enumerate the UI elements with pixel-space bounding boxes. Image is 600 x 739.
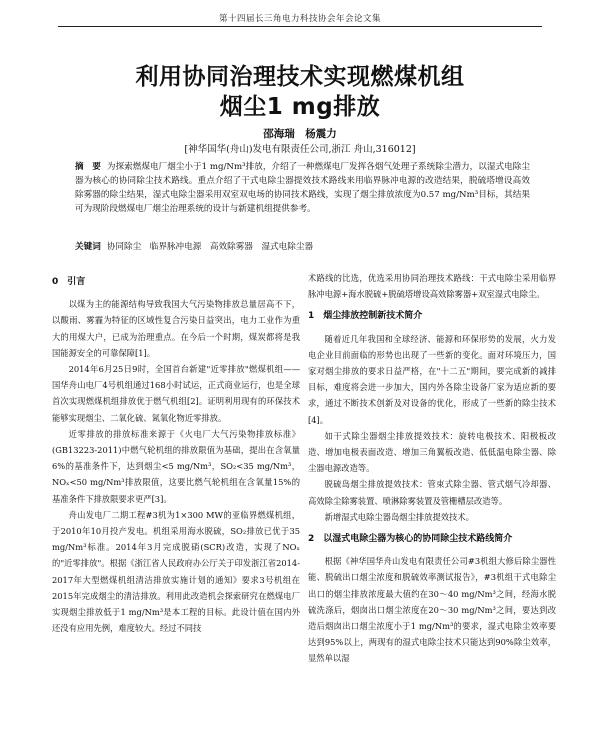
paragraph: 如干式除尘器烟尘排放提效技术：旋转电极技术、阳极板改造、增加电极表面改造、增加三角翼板改造、低低温电除尘器、除尘器电源改造等。 xyxy=(308,430,556,474)
paragraph: 舟山发电厂二期工程#3机为1×300 MW的亚临界燃煤机组，于2010年10月投产发电。机组采用海水脱硫，SO₂排放已优于35 mg/Nm³标准。2014年3月完成脱硝(SCR)改造，实现了NOₓ的"近零排放"。根据《浙江省人民政府办公厅关于印发浙江省2014-2017年大型燃煤机组清洁排放实施计划的通知》要求3号机组在2015年完成烟尘的清洁排放。利用此改造机会探索研究在燃煤电厂实现烟尘排放低于1 mg/Nm³是本工程的目标。此设计值在国内外还没有应用先例，难度较大。经过不同技 xyxy=(52,509,300,634)
abstract xyxy=(75,160,530,216)
keywords-text: 协同除尘 临界脉冲电源 高效除雾器 湿式电除尘器 xyxy=(106,242,314,252)
paragraph: 脱硫岛烟尘排放提效技术：管束式除尘器、管式烟气冷却器、高效除尘除雾装置、喷淋除雾装置及管栅槽层改造等。 xyxy=(308,479,556,506)
paragraph: 根据《神华国华舟山发电有限责任公司#3机组大修后除尘器性能、脱硫出口烟尘浓度和脱硫效率测试报告》，#3机组干式电除尘出口的烟尘排放浓度最大值约在30～40 mg/Nm³之间，经海水脱硫洗涤后，烟囱出口烟尘浓度在20～30 mg/Nm³之间，要达到改造后烟囱出口烟尘浓度小于1 mg/Nm³的要求，湿式电除尘效率要达到95%以上，两现有的湿式电除尘技术只能达到90%除尘效率，显然单以湿 xyxy=(308,556,556,664)
authors: 邵海瑞 杨震力 xyxy=(263,128,337,140)
paragraph: 以煤为主的能源结构导致我国大气污染物排放总量居高不下，以酸雨、雾霾为特征的区域性复合污染日益突出，电力工业作为重大的用煤大户，已成为治理重点。在今后一个时期，煤炭都将是我国能源安全的可靠保障[1]。 xyxy=(52,299,300,358)
section-heading-2: 2 以湿式电除尘器为核心的协同除尘技术路线简介 xyxy=(308,534,513,545)
abstract-text: 为探索燃煤电厂烟尘小于1 mg/Nm³排放，介绍了一种燃煤电厂发挥各烟气处理子系统除尘潜力，以湿式电除尘器为核心的协同除尘技术路线。重点介绍了干式电除尘器提效技术路线来用临界脉冲电源的改造结果，脱硫塔增设高效除雾器的除尘结果，湿式电除尘器采用双室双电场的协同技术路线，实现了烟尘排放浓度为0.57 mg/Nm³目标，其结果可为现阶段燃煤电厂烟尘治理系统的设计与新建机组提供参考。 xyxy=(75,162,530,214)
right-column xyxy=(308,270,556,735)
section-heading-1: 1 烟尘排放控制新技术简介 xyxy=(308,311,423,322)
paragraph: 随着近几年我国和全球经济、能源和环保形势的发展，火力发电企业目前面临的形势也出现了一些新的变化。面对环境压力，国家对烟尘排放的要求日益严格，在"十二五"期间，要完成新的减排目标，难度将会进一步加大，国内外各除尘设备厂家为适应新的要求，通过不断技术创新及对设备的优化，形成了一些新的除尘技术[4]。 xyxy=(308,333,556,425)
abstract-label: 摘 要 xyxy=(75,162,101,172)
header-rule xyxy=(58,26,542,27)
left-column xyxy=(52,270,300,735)
section-heading-intro: 0 引言 xyxy=(52,277,86,287)
paragraph: 新增湿式电除尘器岛烟尘排放提效技术。 xyxy=(324,511,474,522)
paper-title-line2: 烟尘1 mg排放 xyxy=(219,94,381,120)
paper-title-line1: 利用协同治理技术实现燃煤机组 xyxy=(135,64,465,90)
paragraph: 2014年6月25日9时，全国首台新建"近零排放"燃煤机组——国华舟山电厂4号机组通过168小时试运，正式商业运行，也是全球首次实现燃煤机组排放优于燃气机组[2]。证明利用现有的环保技术能够实现烟尘、二氧化硫、氮氧化物近零排放。 xyxy=(52,364,300,423)
paragraph: 近零排放的排放标准来源于《火电厂大气污染物排放标准》(GB13223-2011)中燃气轮机组的排放限值为基础，提出在含氧量6%的基准条件下，达到烟尘<5 mg/Nm³，SO₂<35 mg/Nm³，NOₓ<50 mg/Nm³排放限值，这要比燃气轮机组在含氧量15%的基准条件下排放限要求更严[3]。 xyxy=(52,428,300,504)
running-header: 第十四届长三角电力科技协会年会论文集 xyxy=(218,14,381,24)
paragraph-continued: 术路线的比选，优选采用协同治理技术路线：干式电除尘采用临界脉冲电源+海水脱硫+脱硫塔增设高效除雾器+双室湿式电除尘。 xyxy=(308,273,556,300)
keywords xyxy=(75,240,530,254)
affiliation: [神华国华(舟山)发电有限责任公司,浙江 舟山,316012] xyxy=(184,144,416,155)
keywords-label: 关键词 xyxy=(75,242,101,252)
